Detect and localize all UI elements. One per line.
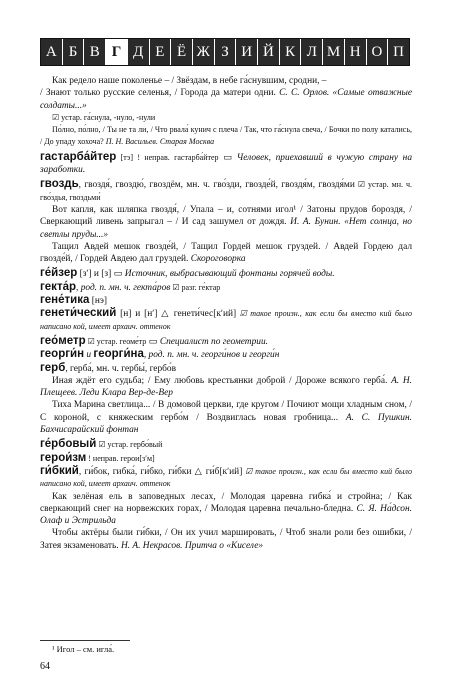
entry-genetika: гене́тика [нэ] [40,294,108,307]
entry-gvozd: гвоздь, гвоздя́, гвоздю́, гвоздём, мн. ч. гво́зди, гвозде́й, гвоздя́м, гвоздя́ми ☑ устар. мн. ч. гво́здья, гвоздьми́ [40,178,412,202]
alphabet-tab: А [41,39,63,65]
entry-gektar: гекта́р, род. п. мн. ч. гекта́ров ☑ разг. ге́ктар [40,280,221,293]
footnote-rule [40,640,130,641]
quote-line: Чтобы актёры были ги́бки, / Он их учил маршировать, / Чтоб знали роли без ошибки, / Затея экзаменовать. Н. А. Некрасов. Притча о «Киселе» [40,528,412,551]
entry-geometr: гео́метр ☑ устар. геоме́тр ▭ Специалист по геометрии. [40,334,268,347]
entry-gerb: герб, герба́, мн. ч. гербы́, гербо́в [40,361,177,374]
alphabet-tab: Г [106,39,128,65]
entry-georgin: георги́н и георги́на, род. п. мн. ч. георги́нов и георги́н [40,348,280,361]
alphabet-tab: Б [63,39,85,65]
alphabet-tab: Ё [171,39,193,65]
quote-line: Как зелёная ель в заповедных лесах, / Молодая царевна гибка́ и стройна; / Как сверкающий снег на норвежских горах, / Молодая царевна печально-бледна. С. Я. На́дсон. Олаф и Эстрильда [40,491,412,527]
alphabet-tab: Л [301,39,323,65]
entry-gejzer: ге́йзер [зʹ] и [з] ▭ Источник, выбрасывающий фонтаны горячей воды. [40,267,335,280]
entry-geneticheskij: генети́ческий [н] и [нʹ] △ генети́чес[кʹий] ☑ такое произн., как если бы вместо кий было написано кой, имеет архаич. оттенок [40,307,412,331]
alphabet-tab: О [367,39,389,65]
alphabet-tab: М [323,39,345,65]
alphabet-tab: К [280,39,302,65]
page-number: 64 [40,661,50,672]
quote-line: Как редело наше поколенье – / Звёздам, в небе га́снувшим, сродни, – [52,76,327,86]
quote-line: / Знают только русские селенья, / Города да матери одни. С. С. Орлов. «Самые отважные солдаты...» [40,88,412,111]
quote-line: Тащил Авдей мешок гвозде́й, / Тащил Гордей мешок груздей. / Авдей Гордею дал гвозде́й, / Гордей Авдею дал груздей. Скороговорка [40,241,412,265]
alphabet-tab: В [84,39,106,65]
alphabet-tab: Н [345,39,367,65]
alphabet-tab: Е [150,39,172,65]
entry-gerbovyj: ге́рбовый ☑ устар. гербо́вый [40,438,163,451]
alphabet-tab: Й [258,39,280,65]
usage-note: ☑ устар. га́снула, -нуло, -нули [52,112,156,122]
footnote: ¹ Игол – см. игла́. [52,644,115,654]
entry-gastarbajter: гастарба́йтер [тэ] ! неправ. гастарба́йтер ▭ Человек, приехавший в чужую страну на заработки. [40,150,413,176]
alphabet-tab: П [388,39,409,65]
entry-gibkij: ги́бкий, ги́бок, гибка́, ги́бко, ги́бки △ ги́б[кʹий] ☑ такое произн., как если бы вместо кий было написано кой, имеет архаич. оттенок [40,464,412,489]
alphabet-tab: З [215,39,237,65]
quote-line: Вот капля, как шляпка гвоздя́, / Упала – и, сотнями игол¹ / Затоны прудов бороздя, / Сверкающий ливень запрыгал – / И сад зашумел от дождя. И. А. Бунин. «Нет солнца, но светлы пруды...» [40,204,412,240]
quote-line: Тиха Марина светлица... / В домовой церкви, где кругом / Почиют мощи хладным сном, / С короной, с княжеским гербо́м / Воздвиглась новая гробница... А. С. Пушкин. Бахчисарайский фонтан [40,400,412,436]
alphabet-tabs [40,38,410,66]
alphabet-tab: Ж [193,39,215,65]
alphabet-tab: И [236,39,258,65]
quote-line: Иная ждёт его судьба; / Ему любовь крестьянки доброй / Дороже всякого герба́. А. Н. Плещеев. Леди Клара Вер-де-Вер [40,375,412,399]
dictionary-content [40,75,412,552]
alphabet-tab: Д [128,39,150,65]
quote-line: По́лно, по́лно, / Ты не та ли, / Что рвала́ кунич с плеча / Так, что га́снула свеча, / Бочки по полу катались, / До упаду хохоча? П. Н. Васильев. Старая Москва [40,125,412,147]
entry-geroizm: герои́зм ! неправ. герои[зʹм] [40,451,155,464]
